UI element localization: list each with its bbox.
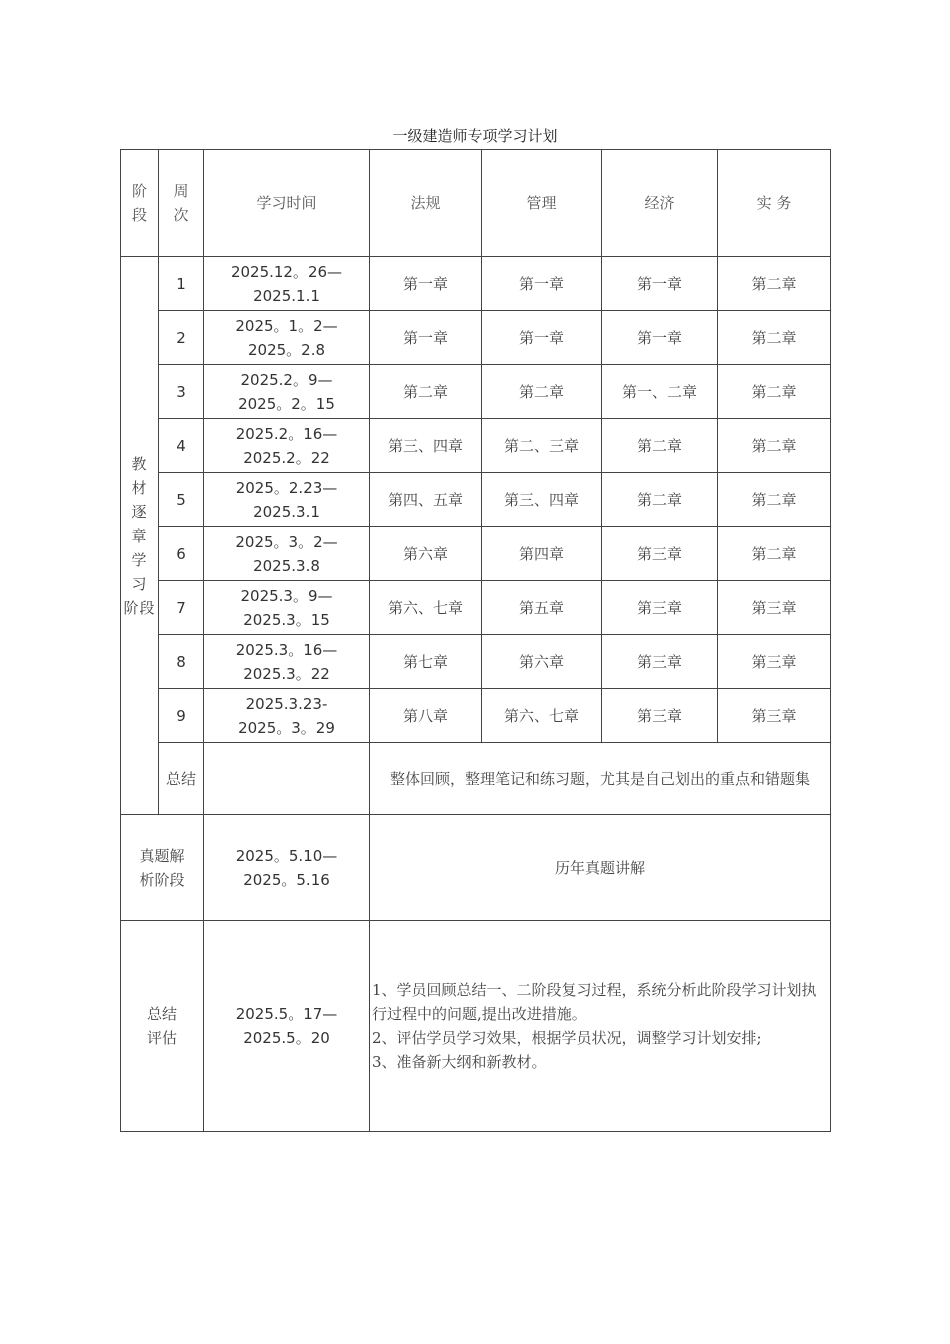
stage3-time-start: 2025.5。17—: [235, 1005, 338, 1023]
week-time-start: 2025.2。16—: [235, 424, 338, 443]
header-law: 法规: [370, 150, 482, 257]
week-time: [204, 581, 370, 635]
stage3-time-end: 2025.5。20: [243, 1029, 330, 1047]
table-row: [121, 473, 831, 527]
summary-row: [121, 743, 831, 815]
table-row: [121, 527, 831, 581]
week-practice: 第二章: [718, 257, 831, 311]
header-week: [159, 150, 204, 257]
stage2-label-line1: 真题解: [139, 846, 185, 865]
stage1-line2: 逐 章: [131, 502, 148, 545]
week-economy: 第三章: [602, 527, 718, 581]
week-economy: 第一、二章: [602, 365, 718, 419]
week-time-end: 2025.1.1: [253, 286, 320, 305]
table-row: [121, 581, 831, 635]
week-time-start: 2025。1。2—: [235, 316, 338, 335]
week-time: [204, 527, 370, 581]
stage2-label-line2: 析阶段: [139, 870, 185, 889]
week-time-start: 2025。3。2—: [235, 532, 338, 551]
week-time-end: 2025.3.8: [253, 556, 320, 575]
week-practice: 第三章: [718, 635, 831, 689]
week-practice: 第二章: [718, 365, 831, 419]
stage2-row: [121, 815, 831, 921]
summary-time-empty: [204, 743, 370, 815]
week-management: 第三、四章: [482, 473, 602, 527]
stage3-row: [121, 921, 831, 1132]
week-management: 第二章: [482, 365, 602, 419]
stage1-label: [121, 257, 159, 815]
week-law: 第四、五章: [370, 473, 482, 527]
week-time-end: 2025.3.1: [253, 502, 320, 521]
week-time: [204, 311, 370, 365]
stage3-time: [204, 921, 370, 1132]
week-economy: 第二章: [602, 419, 718, 473]
week-time-end: 2025。2。15: [238, 394, 335, 413]
table-row: [121, 365, 831, 419]
stage1-line3: 学 习: [131, 550, 148, 593]
week-time-end: 2025.3。15: [243, 610, 330, 629]
table-row: [121, 311, 831, 365]
week-economy: 第一章: [602, 311, 718, 365]
stage2-time-start: 2025。5.10—: [235, 846, 338, 865]
week-time: [204, 473, 370, 527]
week-time-start: 2025.3。16—: [235, 640, 338, 659]
table-row: [121, 257, 831, 311]
header-stage: [121, 150, 159, 257]
week-time-end: 2025.3。22: [243, 664, 330, 683]
week-time: [204, 635, 370, 689]
week-time: [204, 257, 370, 311]
week-management: 第一章: [482, 257, 602, 311]
header-stage-line2: 段: [131, 206, 147, 224]
week-management: 第四章: [482, 527, 602, 581]
week-management: 第六、七章: [482, 689, 602, 743]
study-plan-table: [120, 149, 831, 1132]
week-management: 第六章: [482, 635, 602, 689]
stage3-label-line1: 总结: [146, 1005, 177, 1023]
week-time-end: 2025。3。29: [238, 718, 335, 737]
summary-content: 整体回顾，整理笔记和练习题，尤其是自己划出的重点和错题集: [370, 743, 831, 815]
week-economy: 第三章: [602, 635, 718, 689]
stage3-item-1: 1、学员回顾总结一、二阶段复习过程，系统分析此阶段学习计划执行过程中的问题,提出改进措施。: [372, 981, 817, 1023]
week-practice: 第二章: [718, 311, 831, 365]
week-time-start: 2025.3.23-: [245, 694, 328, 713]
week-law: 第六、七章: [370, 581, 482, 635]
week-number: 6: [159, 527, 204, 581]
week-number: 5: [159, 473, 204, 527]
week-economy: 第一章: [602, 257, 718, 311]
stage2-content: 历年真题讲解: [370, 815, 831, 921]
week-time-end: 2025.2。22: [243, 448, 330, 467]
header-stage-line1: 阶: [131, 182, 147, 200]
header-time: 学习时间: [204, 150, 370, 257]
header-row: [121, 150, 831, 257]
stage1-line1: 教 材: [131, 454, 148, 497]
stage3-label: [121, 921, 204, 1132]
stage2-label: [121, 815, 204, 921]
week-number: 4: [159, 419, 204, 473]
week-time-start: 2025.2。9—: [240, 370, 333, 389]
week-law: 第二章: [370, 365, 482, 419]
week-management: 第五章: [482, 581, 602, 635]
week-number: 2: [159, 311, 204, 365]
week-number: 3: [159, 365, 204, 419]
week-practice: 第二章: [718, 527, 831, 581]
week-practice: 第二章: [718, 473, 831, 527]
stage2-time: [204, 815, 370, 921]
stage2-time-end: 2025。5.16: [243, 870, 330, 889]
week-economy: 第三章: [602, 581, 718, 635]
stage1-line4: 阶段: [123, 598, 156, 617]
week-time-end: 2025。2.8: [247, 340, 326, 359]
week-time: [204, 419, 370, 473]
header-economy: 经济: [602, 150, 718, 257]
week-law: 第一章: [370, 257, 482, 311]
week-law: 第一章: [370, 311, 482, 365]
week-law: 第八章: [370, 689, 482, 743]
week-law: 第六章: [370, 527, 482, 581]
week-number: 8: [159, 635, 204, 689]
summary-label: 总结: [159, 743, 204, 815]
week-economy: 第二章: [602, 473, 718, 527]
week-law: 第七章: [370, 635, 482, 689]
stage3-item-3: 3、准备新大纲和新教材。: [372, 1053, 547, 1071]
week-law: 第三、四章: [370, 419, 482, 473]
header-management: 管理: [482, 150, 602, 257]
header-week-line1: 周: [173, 182, 189, 200]
week-practice: 第三章: [718, 689, 831, 743]
header-week-line2: 次: [173, 206, 189, 224]
stage3-label-line2: 评估: [146, 1029, 177, 1047]
page-title: 一级建造师专项学习计划: [392, 127, 558, 145]
week-number: 1: [159, 257, 204, 311]
week-number: 7: [159, 581, 204, 635]
week-time: [204, 365, 370, 419]
table-row: [121, 635, 831, 689]
week-time-start: 2025.3。9—: [240, 586, 333, 605]
week-practice: 第三章: [718, 581, 831, 635]
week-time-start: 2025。2.23—: [235, 478, 338, 497]
week-time: [204, 689, 370, 743]
stage3-item-2: 2、评估学员学习效果，根据学员状况，调整学习计划安排;: [372, 1029, 762, 1047]
stage3-content: [370, 921, 831, 1132]
table-row: [121, 689, 831, 743]
header-practice: 实 务: [718, 150, 831, 257]
week-management: 第一章: [482, 311, 602, 365]
week-number: 9: [159, 689, 204, 743]
week-practice: 第二章: [718, 419, 831, 473]
week-management: 第二、三章: [482, 419, 602, 473]
table-row: [121, 419, 831, 473]
week-economy: 第三章: [602, 689, 718, 743]
week-time-start: 2025.12。26—: [230, 262, 343, 281]
